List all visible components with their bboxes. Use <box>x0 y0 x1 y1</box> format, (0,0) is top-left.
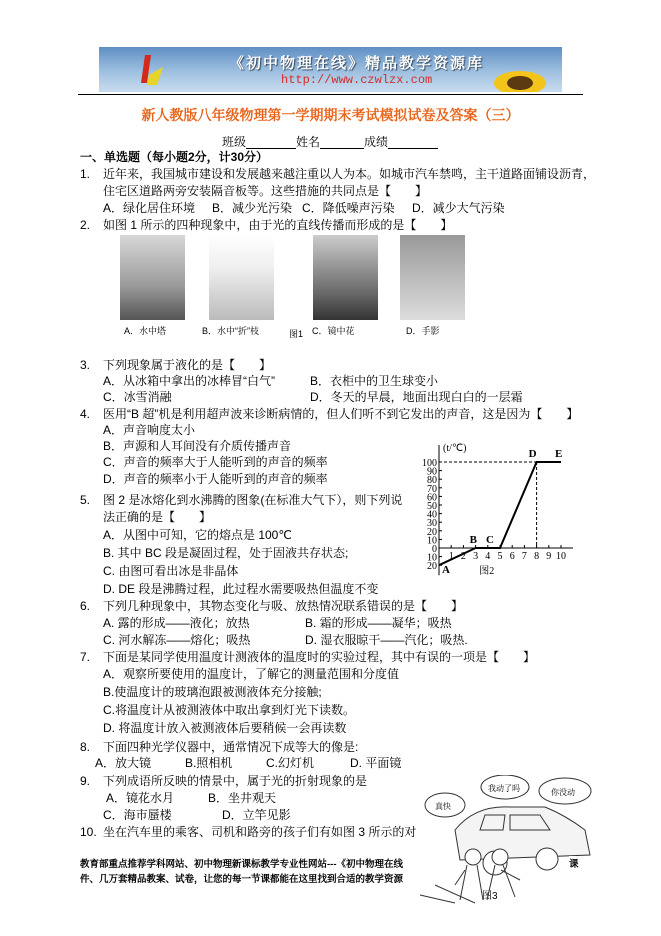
q4-option-d: D．声音的频率小于人能听到的声音的频率 <box>103 472 328 486</box>
footer-line-1: 教育部重点推荐学科网站、初中物理新课标教学专业性网站---《初中物理在线 <box>80 859 403 870</box>
q2-caption-d: D．手影 <box>406 326 440 336</box>
q9-option-c: C．海市蜃楼 <box>103 808 172 822</box>
q5-option-c: C. 由图可看出冰是非晶体 <box>103 564 239 578</box>
site-banner <box>99 47 562 92</box>
q4-option-c: C．声音的频率大于人能听到的声音的频率 <box>103 455 328 469</box>
x-tick-label: 9 <box>546 551 552 562</box>
q4-number: 4. <box>80 407 91 421</box>
figure-3-label: 图3 <box>482 891 498 902</box>
name-field[interactable] <box>320 137 364 149</box>
q6-number: 6. <box>80 599 91 613</box>
banner-url: http://www.czwlzx.com <box>281 73 433 87</box>
q5-number: 5. <box>80 493 91 507</box>
section-heading: 一、单选题（每小题2分，计30分） <box>80 150 269 164</box>
class-label: 班级 <box>222 135 247 149</box>
x-tick-label: 10 <box>556 551 566 562</box>
x-tick-label: 4 <box>485 551 491 562</box>
q3-number: 3. <box>80 358 91 372</box>
y-axis-label: (t/℃) <box>443 443 467 454</box>
q2-caption-c: C．镜中花 <box>312 326 355 336</box>
x-tick-label: 5 <box>497 551 503 562</box>
class-field[interactable] <box>246 137 296 149</box>
q8-option-b: B.照相机 <box>185 756 233 770</box>
q8-option-a: A．放大镜 <box>95 756 152 770</box>
q7-option-b: B.使温度计的玻璃泡跟被测液体充分接触; <box>103 685 322 699</box>
x-tick-label: 7 <box>521 551 527 562</box>
point-label-c: C <box>486 534 494 546</box>
site-logo-icon <box>137 53 167 87</box>
name-label: 姓名 <box>296 135 321 149</box>
y-tick-label: 20 <box>427 526 437 538</box>
photo-hand-shadow <box>400 235 465 320</box>
y-tick-label: 30 <box>427 518 437 530</box>
figure-1-label: 图1 <box>289 329 304 339</box>
footer-line-2: 件、几万套精品教案、试卷，让您的每一节课都能在这里找到合适的教学资源 <box>80 874 404 885</box>
q2-caption-b: B．水中“折”枝 <box>202 326 259 336</box>
figure-3-cartoon <box>415 775 600 905</box>
chart-title: 图2 <box>479 566 495 577</box>
q6-option-a: A. 露的形成——液化；放热 <box>103 616 250 630</box>
q6-option-c: C. 河水解冻——熔化；吸热 <box>103 633 251 647</box>
q10-number: 10. <box>80 825 97 839</box>
q9-option-d: D．立竿见影 <box>222 808 291 822</box>
photo-bent-branch <box>209 235 274 320</box>
footer-line-1-end: 课 <box>569 856 579 870</box>
q6-option-d: D. 湿衣服晾干——汽化；吸热. <box>305 633 468 647</box>
q8-option-d: D. 平面镜 <box>350 756 402 770</box>
y-tick-label: 60 <box>427 492 437 504</box>
y-tick-label: 10 <box>427 552 437 564</box>
x-tick-label: 6 <box>509 551 515 562</box>
y-tick-label: 0 <box>432 544 437 555</box>
q4-text: 医用“B 超”机是利用超声波来诊断病情的，但人们听不到它发出的声音，这是因为【 】 <box>103 407 579 421</box>
q9-option-a: A．镜花水月 <box>106 791 175 805</box>
y-tick-label: 50 <box>427 501 437 512</box>
point-label-a: A <box>442 564 450 577</box>
banner-title: 《初中物理在线》精品教学资源库 <box>229 55 485 72</box>
q3-option-a: A．从冰箱中拿出的冰棒冒“白气” <box>103 374 275 388</box>
q7-text: 下面是某同学使用温度计测液体的温度时的实验过程，其中有误的一项是【 】 <box>103 650 536 664</box>
y-tick-label: 90 <box>427 466 437 478</box>
q2-caption-a: A．水中塔 <box>124 326 167 336</box>
bubble-passenger: 我动了吗 <box>488 784 520 793</box>
q5-option-d: D. DE 段是沸腾过程，此过程水需要吸热但温度不变 <box>103 582 379 596</box>
q8-option-c: C.幻灯机 <box>266 756 315 770</box>
y-tick-label: 40 <box>427 509 437 521</box>
bubble-kid: 真快 <box>435 802 451 811</box>
q9-text: 下列成语所反映的情景中，属于光的折射现象的是 <box>103 774 368 788</box>
x-tick-label: 3 <box>473 551 479 562</box>
q5-option-b: B. 其中 BC 段是凝固过程，处于固液共存状态; <box>103 546 349 560</box>
q9-option-b: B．坐井观天 <box>208 791 277 805</box>
photo-tower-in-water <box>120 235 185 320</box>
q7-number: 7. <box>80 650 91 664</box>
q1-number: 1. <box>80 167 91 181</box>
q1-text-2: 住宅区道路两旁安装隔音板等。这些措施的共同点是【 】 <box>103 184 428 198</box>
point-label-e: E <box>555 448 563 460</box>
point-label-d: D <box>528 448 537 460</box>
q2-number: 2. <box>80 218 91 232</box>
q7-option-c: C.将温度计从被测液体中取出拿到灯光下读数。 <box>103 703 356 717</box>
q4-option-b: B．声源和人耳间没有介质传播声音 <box>103 439 292 453</box>
q1-option-c: C．降低噪声污染 <box>302 201 395 215</box>
y-tick-label: 100 <box>422 458 437 469</box>
q3-option-b: B．衣柜中的卫生球变小 <box>310 374 439 388</box>
score-field[interactable] <box>388 137 438 149</box>
q4-option-a: A．声音响度太小 <box>103 423 196 437</box>
q2-text: 如图 1 所示的四种现象中，由于光的直线传播而形成的是【 】 <box>103 218 453 232</box>
q3-option-c: C．冰雪消融 <box>103 390 172 404</box>
q3-option-d: D．冬天的早晨，地面出现白白的一层霜 <box>310 390 523 404</box>
y-tick-label: 10 <box>427 535 437 547</box>
header-rule <box>78 94 583 95</box>
y-tick-label: 70 <box>427 483 437 495</box>
page-title: 新人教版八年级物理第一学期期末考试模拟试卷及答案（三） <box>141 107 520 123</box>
q5-text: 图 2 是冰熔化到水沸腾的图象(在标准大气下），则下列说 <box>103 493 403 507</box>
x-tick-label: 8 <box>534 551 540 562</box>
y-tick-label: 20 <box>427 561 437 573</box>
photo-mirror-flower <box>313 235 378 320</box>
q7-option-a: A．观察所要使用的温度计，了解它的测量范围和分度值 <box>103 667 400 681</box>
q9-number: 9. <box>80 774 91 788</box>
q8-number: 8. <box>80 740 91 754</box>
q1-option-d: D．减少大气污染 <box>412 201 505 215</box>
q1-option-b: B．减少光污染 <box>212 201 293 215</box>
x-tick-label: 2 <box>460 551 466 562</box>
sunflower-icon <box>490 61 550 92</box>
score-label: 成绩 <box>364 135 389 149</box>
x-tick-label: 1 <box>448 551 454 562</box>
bubble-driver: 你没动 <box>551 788 575 797</box>
q7-option-d: D. 将温度计放入被测液体后要稍候一会再读数 <box>103 721 347 735</box>
q1-text: 近年来，我国城市建设和发展越来越注重以人为本。如城市汽车禁鸣，主干道路面铺设沥青， <box>103 167 596 181</box>
q6-text: 下列几种现象中，其物态变化与吸、放热情况联系错误的是【 】 <box>103 599 464 613</box>
figure-2-chart <box>410 440 585 580</box>
q5-text-2: 法正确的是【 】 <box>103 510 212 524</box>
student-info-line <box>222 135 438 149</box>
q10-text: 坐在汽车里的乘客、司机和路旁的孩子们有如图 3 所示的对 <box>103 825 417 839</box>
q5-option-a: A．从图中可知，它的熔点是 100℃ <box>103 528 292 542</box>
data-line <box>439 462 561 565</box>
q8-text: 下面四种光学仪器中，通常情况下成等大的像是: <box>103 740 359 754</box>
point-label-b: B <box>469 534 477 546</box>
q6-option-b: B. 霜的形成——凝华；吸热 <box>305 616 452 630</box>
y-tick-label: 80 <box>427 475 437 487</box>
q3-text: 下列现象属于液化的是【 】 <box>103 358 272 372</box>
q1-option-a: A．绿化居住环境 <box>103 201 196 215</box>
